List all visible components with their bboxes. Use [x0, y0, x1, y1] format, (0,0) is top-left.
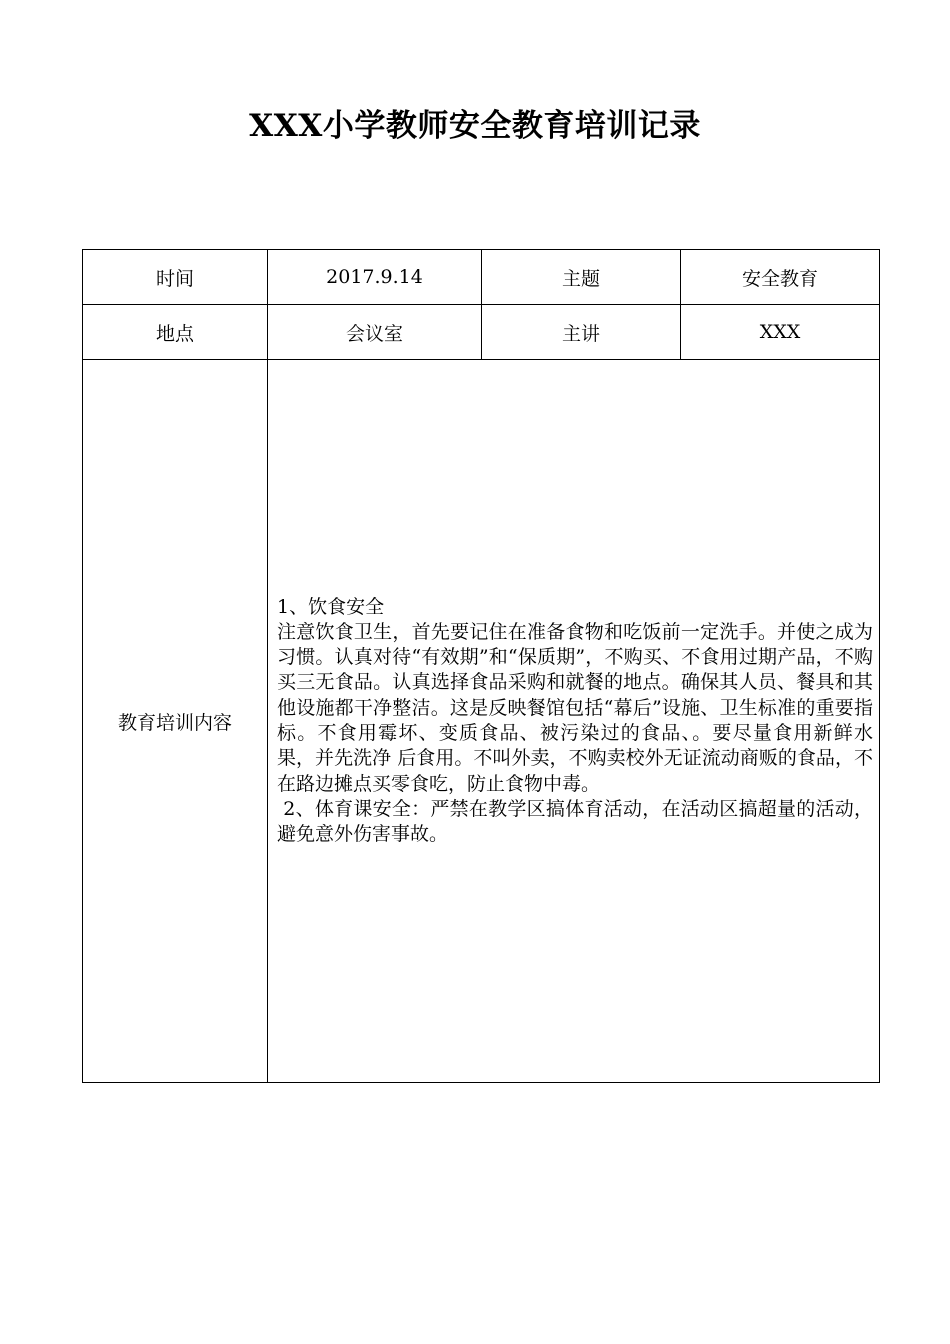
table-row-time-topic — [83, 250, 880, 305]
speaker-label-cell: 主讲 — [482, 305, 681, 360]
content-paragraph-food-safety: 注意饮食卫生，首先要记住在准备食物和吃饭前一定洗手。并使之成为习惯。认真对待“有效期”和“保质期”，不购买、不食用过期产品，不购买三无食品。认真选择食品采购和就餐的地点。确保其人员、餐具和其他设施都干净整洁。这是反映餐馆包括“幕后”设施、卫生标准的重要指标。不食用霉坏、变质食品、被污染过的食品、。要尽量食用新鲜水果，并先洗净 后食用。不叫外卖，不购卖校外无证流动商贩的食品，不在路边摊点买零食吃，防止食物中毒。 — [277, 620, 873, 795]
content-label-cell: 教育培训内容 — [83, 360, 268, 1083]
topic-value-cell: 安全教育 — [681, 250, 880, 305]
place-label-cell: 地点 — [83, 305, 268, 360]
table-row-content — [83, 360, 880, 1083]
time-value-cell: 2017.9.14 — [268, 250, 482, 305]
content-body-cell — [268, 360, 880, 1083]
topic-label-cell: 主题 — [482, 250, 681, 305]
training-record-table — [82, 249, 880, 1083]
document-title: XXX小学教师安全教育培训记录 — [249, 108, 701, 144]
content-text — [277, 595, 873, 848]
speaker-value-cell: XXX — [681, 305, 880, 360]
time-label-cell: 时间 — [83, 250, 268, 305]
table-row-place-speaker — [83, 305, 880, 360]
content-heading-food-safety: 1、饮食安全 — [277, 595, 385, 618]
place-value-cell: 会议室 — [268, 305, 482, 360]
content-paragraph-pe-safety: 2、体育课安全：严禁在教学区搞体育活动，在活动区搞超量的活动，避免意外伤害事故。 — [277, 797, 873, 846]
